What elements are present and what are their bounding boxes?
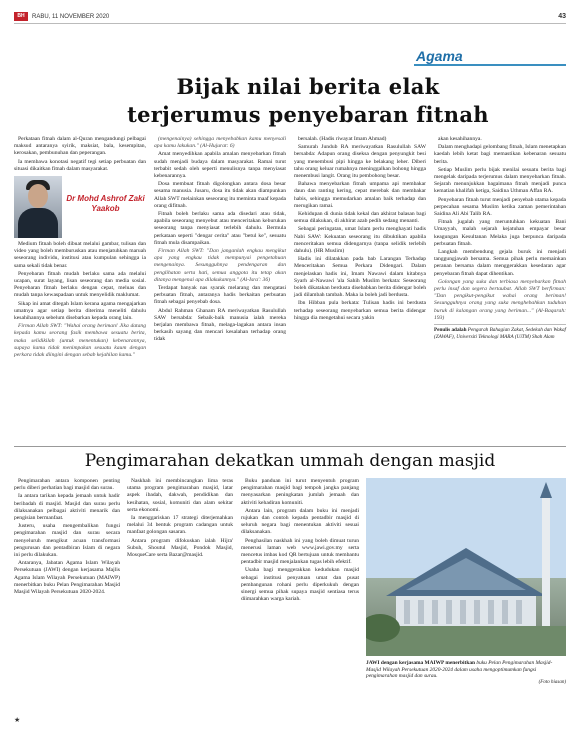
quote-paragraph: Firman Allah SWT: "Dan janganlah engkau mengikut apa yang engkau tidak mempunyai pengetahuan mengenainya. Sesungguhnya pendengaran dan penglihatan serta hati, semua anggota itu tetap akan ditanya mengenai apa dilakukannya." (Al-Isra': 36) [154, 248, 286, 283]
paragraph: Penyebaran fitnah mudah berlaku sama ada melalui ucapan, surat layang, lisan seseorang dan media sosial. Penyebaran fitnah berlaku dengan cepat, meluas dan mudah tanpa kewaspadaan untuk menyelidik maklumat. [14, 270, 146, 299]
mosque-photo-caption [366, 660, 566, 686]
paragraph: Bahawa menyebarkan fitnah umpama api membakar daun dan ranting kering, cepat merebak dan membakar habis, sehingga memudarkan amalan baik terhadap dan merugikan ramai. [294, 181, 426, 209]
paragraph: Fitnah boleh berlaku sama ada disedari atau tidak, apabila seseorang menyebut atau menceritakan keburukan seseorang tanpa menyiasat terlebih dahulu. Bermula perkataan seperti "dengar cerita" atau "betul ke", sesuatu fitnah mula disampaikan. [154, 211, 286, 246]
author-byline [434, 324, 566, 341]
newspaper-logo: BH [14, 12, 28, 21]
paragraph: Perkataan fitnah dalam al-Quran mengandungi pelbagai maksud antaranya syirik, maksiat, bala, kesempitan, kerosakan, pembunuhan dan peperangan. [14, 136, 146, 157]
section-label-text: Agama [416, 48, 463, 64]
paragraph: Setiap Muslim perlu bijak menilai sesuatu berita bagi mengelak daripada terjerumus dalam menyebarkan fitnah. Sejarah menunjukkan bagaimana fitnah menjadi punca kematian khalifah ketiga, Saidina Uthman Affan RA. [434, 166, 566, 195]
issue-date: RABU, 11 NOVEMBER 2020 [32, 13, 110, 20]
article2-column-2 [127, 478, 233, 597]
main-headline-line2: terjerumus penyebaran fitnah [127, 102, 489, 127]
paragraph: Antaranya, Jabatan Agama Islam Wilayah Persekutuan (JAWI) dengan kerjasama Majlis Agama Islam Wilayah Persekutuan (MAIWP) menerbitkan buku Pelan Pengimarahan Masjid Masjid Wilayah Persekutuan 2020-2024. [14, 560, 120, 596]
paragraph: Abdul Rahman Ghanam RA meriwayatkan Rasulullah SAW bersabda: Sebaik-baik manusia ialah mereka berjalan membawa fitnah, melaga-lagakan antara insan berkasih sayang dan mencari kesalahan terhadap orang tidak [154, 307, 286, 343]
article1-column-4 [434, 136, 566, 360]
quote-paragraph: Firman Allah SWT: "Wahai orang beriman! Jika datang kepada kamu seorang fasik membawa sesuatu berita, maka selidikilah (untuk menentukan) kebenarannya, supaya kamu tidak menimpakan sesuatu kaum dengan perkara tidak diingini dengan sebab kejahilan kamu." [14, 323, 146, 359]
paragraph: Pengimarahan antara komponen penting perlu diberi perhatian bagi masjid dan surau. [14, 478, 120, 492]
paragraph: Buku panduan ini turut menyentuh program pengimarahan masjid bagi tempoh jangka panjang menyasarkan peningkatan jumlah jemaah dan aktiviti kehadiran komuniti. [241, 478, 359, 506]
paragraph: Medium fitnah boleh dibuat melalui gambar, tulisan dan video yang boleh memburuskan atau menjatuhkan maruah seseorang individu, institusi atau kumpulan sehingga ia sama sekali tidak benar. [14, 241, 146, 269]
article1-columns [14, 136, 566, 360]
article-divider [14, 446, 566, 447]
paragraph: Samurah Jundub RA meriwayatkan Rasulullah SAW bersabda: Adapun orang diseksa dengan penyungkit besi yang menembusi pipi hingga ke belakang leher. Diberi tahu orang keluar rumahnya meninggalkan bohong hingga menembusi langit. Orang itu pembohong besar. [294, 144, 426, 180]
article1-column-2 [154, 136, 286, 360]
article1-column-1 [14, 136, 146, 360]
section-label [414, 48, 566, 66]
paragraph: Sebagai peringatan, umat Islam perlu menghayati hadis Nabi SAW: Kekuatan seseorang itu dibuktikan apabila menceritakan semua didengarnya (tanpa selidik terlebih dahulu). (HR Muslim) [294, 226, 426, 255]
paragraph: Usaha bagi menggerakkan kedudukan masjid sebagai institusi penyatuan umat dan pusat pembangunan rohani perlu diperkukuh dengan sinergi semua pihak supaya masjid sentiasa terus diimarahkan warga kariah. [241, 567, 359, 603]
paragraph: Amat menyedihkan apabila amalan menyebarkan fitnah sudah menjadi budaya dalam masyarakat. Ramai turut terbabit sedah oleh seperti menulisnya tanpa menyiasat kebenarannya. [154, 151, 286, 180]
main-headline-line1: Bijak nilai berita elak [176, 74, 440, 99]
paragraph: Fitnah jugalah yang meruntuhkan kekuatan Bani Umayyah, malah sejarah kejatuhan empayar besar keagungan Kesultanan Melaka juga berpunca daripada perbuatan fitnah. [434, 219, 566, 247]
byline-text: Pengarah Bahagian Zakat, Sedekah dan Wakaf (ZAWAF), Universiti Teknologi MARA (UiTM) Shah Alam [434, 327, 566, 341]
paragraph: Hadis ini dilatakkan pada bab Larangan Terhadap Menceritakan Semua Perkara Didengari. Dalam menjelaskan hadis ini, Imam Nawawi dalam kitabnya Syarh al-Nawawi 'ala Sahih Muslim berkata: Seseorang boleh dikatakan berdusta disebabkan berita didengar boleh jadi dilambah tambah. Maka ia boleh jadi berdusta. [294, 256, 426, 299]
paragraph: Naskhah ini membincangkan lima teras utama program pengimarahan masjid, latar aspek ibadah, dakwah, pendidikan dan kesihatan, sosial, komuniti dan alam sekitar serta ekonomi. [127, 478, 233, 513]
paragraph: Kehidupan di dunia tidak kekal dan akhirat balasan bagi semua dilakukan, di akhirat azab pedih sedang menanti. [294, 211, 426, 225]
paragraph: Sikap ini amat ditegah Islam kerana agama mengajarkan umatnya agar setiap berita diterima meneliti dahulu kesahihannya sebelum disebarkan kepada orang lain. [14, 300, 146, 322]
quote-paragraph: (mengenainya) sehingga menyebabkan kamu menyesali apa kamu lakukan." (Al-Hujurat: 6) [154, 136, 286, 150]
author-name: Dr Mohd Ashrof Zaki Yaakob [66, 194, 145, 213]
quote-paragraph: Golongan yang suka dan terbiasa menyebarkan fitnah perlu insaf dan segera bertaubat. Allah SWT berfirman: "Dan pengikut-pengikut wahai orang beriman! Sesungguhnya orang yang suka menghebahkan tuduhan buruk di kalangan orang yang beriman..." (Al-Baqarah: 193) [434, 278, 566, 321]
paragraph: Ia antara tarikan kepada jemaah untuk hadir beribadah di masjid. Masjid dan surau perlu dilaksanakan pelbagai aktiviti menarik dan pengisian bermanfaat. [14, 493, 120, 522]
photo-credit: (Foto hiasan) [538, 679, 566, 685]
article2-column-1 [14, 478, 120, 597]
paragraph: Penyebaran fitnah turut menjadi penyebab utama kepada perpecahan sesama Muslim ketika zaman pemerintahan Saidina Ali Abi Talib RA. [434, 196, 566, 218]
page-number: 43 [558, 13, 566, 20]
paragraph: Dalam menghadapi gelombang fitnah, Islam menetapkan kaedah lebih ketat bagi memastikan kebenaran sesuatu berita. [434, 144, 566, 165]
caption-bold: JAWI dengan kerjasama MAIWP menerbitkan [366, 660, 476, 666]
paragraph: Langkah membendung gejala buruk ini menjadi tanggungjawab bersama. Semua pihak perlu memainkan peranan bersama dalam menggerakkan kesedaran agar penyebaran fitnah dapat dihentikan. [434, 249, 566, 277]
paragraph: Ia menggariskan 17 strategi diterjemahkan melalui 34 bentuk program cadangan untuk manfaat golongan sasaran. [127, 515, 233, 536]
paragraph: Ibn Hibban pula berkata: Tulisan hadis ini berdusta terhadap seseorang menyebarkan semua berita didengar hingga dia mengetahui secara yakin [294, 300, 426, 321]
paragraph: Antara lain, program dalam buku ini menjadi rujukan dan contoh kepada pentadbir masjid di seluruh negara bagi menentukan aktiviti sesuai dilaksanakan. [241, 507, 359, 536]
article1-column-3 [294, 136, 426, 360]
footer-star-icon: ★ [14, 716, 21, 724]
paragraph: Antara program difokuskan ialah Hijra' Subuh, Shoutul Masjid, Pondok Masjid, MosqueCare serta Bazar@masjid. [127, 537, 233, 559]
article2-column-3 [241, 478, 359, 604]
caption-text: buku Pelan Pengimarahan Masjid-Masjid Wilayah Persekutuan 2020-2024 dalam usaha mengoptimumkan fungsi pengimarahan masjid dan surau. [366, 660, 553, 680]
page-header-bar [14, 10, 566, 24]
paragraph: Penghasilan naskhah ini yang boleh dimuat turun menerusi laman web www.jawi.gov.my serta mencetus imbas kod QR bertujuan untuk membantu pentadbir masjid menjalankan tugas lebih efektif. [241, 537, 359, 566]
paragraph: akan kesahihannya. [438, 136, 482, 142]
mosque-photo [366, 478, 566, 656]
paragraph: bersalah. (Hadis riwayat Imam Ahmad) [298, 136, 387, 142]
byline-label: Penulis adalah [434, 327, 467, 334]
author-photo [14, 176, 62, 238]
paragraph: Terdapat banyak nas syarak melarang dan mengatasi perbuatan fitnah, antaranya hadis berkaitan perbuatan fitnah sebagai penyebab dosa. [154, 285, 286, 306]
article2-headline: Pengimarahan dekatkan ummah dengan masjid [84, 451, 496, 471]
paragraph: Ia membawa konotasi negatif tegi setiap perbuatan dan situasi dikaitkan fitnah dalam masyarakat. [14, 158, 146, 172]
paragraph: Justeru, usaha mengembalikan fungsi pengimarahan masjid dan surau secara menyeluruh mengikut acuan transformasi pengurusan dan pentadbiran Islam di negara ini perlu dilakukan. [14, 523, 120, 559]
author-box [14, 176, 146, 238]
article2-columns [14, 478, 234, 597]
paragraph: Dosa membuat fitnah digolongkan antara dosa besar sesama manusia. Jusaru, dosa itu tidak akan diampunkan Allah SWT melainkan seseorang itu meminta maaf kepada orang difitnah. [154, 181, 286, 209]
